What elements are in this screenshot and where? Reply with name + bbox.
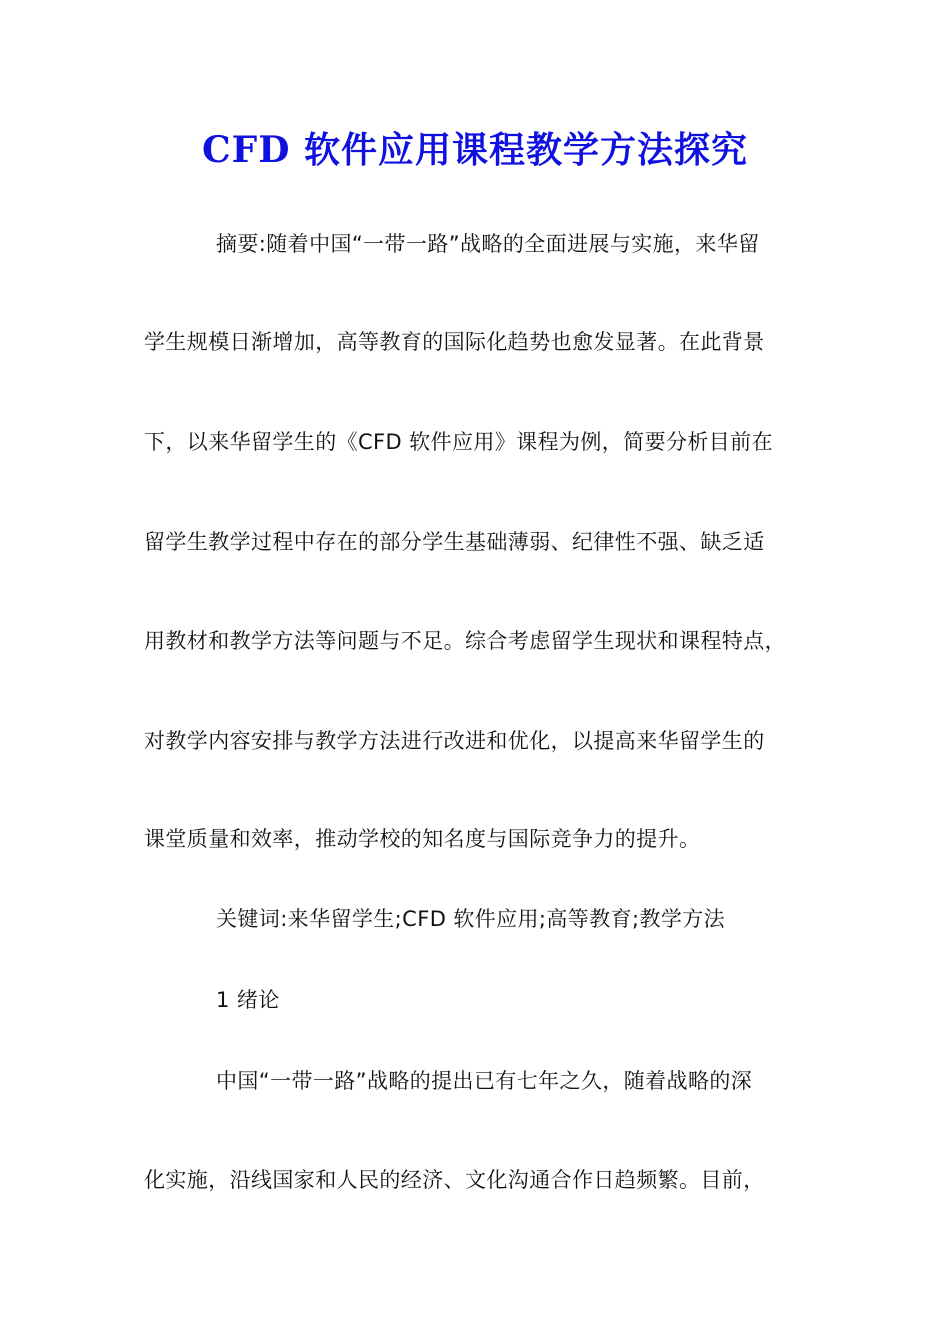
abstract-line: 学生规模日渐增加，高等教育的国际化趋势也愈发显著。在此背景 (144, 330, 765, 354)
abstract-line: 摘要:随着中国“一带一路”战略的全面进展与实施，来华留 (216, 232, 760, 256)
body-line: 中国“一带一路”战略的提出已有七年之久，随着战略的深 (216, 1069, 753, 1093)
abstract-line: 用教材和教学方法等问题与不足。综合考虑留学生现状和课程特点， (144, 629, 786, 653)
body-line: 化实施，沿线国家和人民的经济、文化沟通合作日趋频繁。目前， (144, 1168, 765, 1192)
abstract-line: 下，以来华留学生的《CFD 软件应用》课程为例，简要分析目前在 (144, 430, 773, 454)
abstract-line: 对教学内容安排与教学方法进行改进和优化，以提高来华留学生的 (144, 729, 765, 753)
abstract-line: 留学生教学过程中存在的部分学生基础薄弱、纪律性不强、缺乏适 (144, 530, 765, 554)
document-title: CFD 软件应用课程教学方法探究 (202, 129, 748, 171)
section-heading: 1 绪论 (216, 988, 280, 1012)
keywords-line: 关键词:来华留学生;CFD 软件应用;高等教育;教学方法 (216, 907, 726, 931)
abstract-line: 课堂质量和效率，推动学校的知名度与国际竞争力的提升。 (144, 827, 701, 851)
